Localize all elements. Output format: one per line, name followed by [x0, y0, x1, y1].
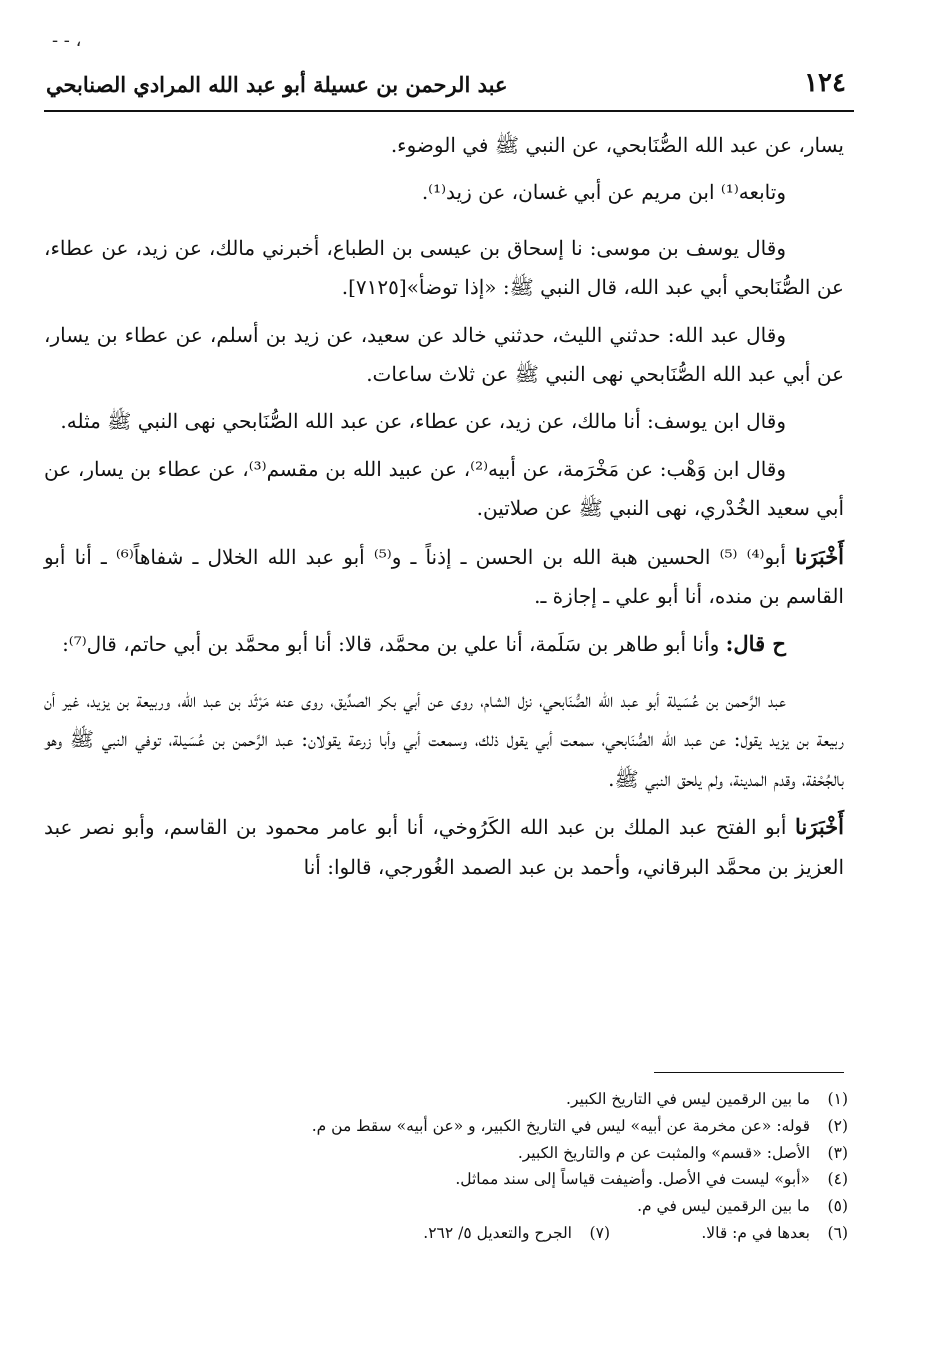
akhbarana-lead: أَخْبَرَنا — [795, 543, 845, 569]
footnote-number: (٢) — [827, 1116, 848, 1135]
footnote-text: ما بين الرقمين ليس في التاريخ الكبير. — [566, 1090, 810, 1108]
main-text — [44, 126, 844, 895]
footnote-4 — [78, 1166, 848, 1193]
footnote-text: بعدها في م: قالا. — [701, 1223, 810, 1242]
paragraph-10-text: أبو الفتح عبد الملك بن عبد الله الكَرُوخي، أنا أبو عامر محمود بن القاسم، وأبو نصر عبد العزيز بن محمَّد البرقاني، وأحمد بن عبد الصمد الغُورجي، قالوا: أنا — [44, 815, 844, 879]
footnote-number: (٤) — [827, 1170, 848, 1189]
footnote-6-7 — [78, 1220, 848, 1247]
footnote-text: ما بين الرقمين ليس في م. — [637, 1197, 810, 1216]
footnote-divider — [654, 1072, 844, 1073]
paragraph-2: وتابعه⁽¹⁾ ابن مريم عن أبي غسان، عن زيد⁽¹⁾. — [421, 180, 786, 205]
footnote-1 — [78, 1086, 848, 1113]
paragraph-8-text: وأنا أبو طاهر بن سَلَمة، أنا علي بن محمَّد، قالا: أنا أبو محمَّد بن أبي حاتم، قال⁽⁷⁾: — [62, 632, 720, 657]
paragraph-7 — [44, 537, 844, 617]
paragraph-6: وقال ابن وَهْب: عن مَخْرَمة، عن أبيه⁽²⁾، عن عبيد الله بن مقسم⁽³⁾، عن عطاء بن يسار، عن أبي سعيد الخُدْري، نهى النبي ﷺ عن صلاتين. — [44, 456, 844, 521]
header-divider — [44, 110, 854, 112]
footnote-number: (١) — [827, 1090, 848, 1108]
footnote-number: (٥) — [827, 1197, 848, 1216]
paragraph-5: وقال ابن يوسف: أنا مالك، عن زيد، عن عطاء، عن عبد الله الصُّنَابحي نهى النبي ﷺ مثله. — [60, 409, 786, 434]
footnote-text: «أبو» ليست في الأصل. وأضيفت قياساً إلى سند مماثل. — [455, 1170, 810, 1189]
running-title: عبد الرحمن بن عسيلة أبو عبد الله المرادي الصنابحي — [46, 72, 508, 97]
ha-qala-lead: ح قال: — [725, 631, 786, 657]
footnote-text: قوله: «عن مخرمة عن أبيه» ليس في التاريخ الكبير، و «عن أبيه» سقط من م. — [311, 1116, 810, 1135]
footnote-3 — [78, 1140, 848, 1167]
page-number: ١٢٤ — [804, 68, 846, 98]
footnote-2 — [78, 1113, 848, 1140]
paragraph-4: وقال عبد الله: حدثني الليث، حدثني خالد عن سعيد، عن زيد بن أسلم، عن عطاء بن يسار، عن أبي عبد الله الصُّنَابحي نهى النبي ﷺ عن ثلاث ساعات. — [44, 322, 844, 387]
footnote-text: الأصل: «قسم» والمثبت عن م والتاريخ الكبير. — [517, 1143, 810, 1162]
paragraph-1: يسار، عن عبد الله الصُّنَابحي، عن النبي ﷺ في الوضوء. — [390, 133, 844, 157]
paragraph-3: وقال يوسف بن موسى: نا إسحاق بن عيسى بن الطباع، أخبرني مالك، عن زيد، عن عطاء، عن الصُّنَابحي أبي عبد الله، قال النبي ﷺ: «إذا توضأ»[٧١٢٥]. — [44, 235, 844, 300]
paragraph-7-text: أبو⁽⁴⁾ ⁽⁵⁾ الحسين هبة الله بن الحسن ـ إذناً ـ و⁽⁵⁾ أبو عبد الله الخلال ـ شفاهاً⁽⁶⁾ ـ أنا أبو القاسم بن منده، أنا أبو علي ـ إجازة ـ. — [44, 544, 844, 609]
footnote-number: (٧) — [589, 1223, 610, 1242]
footnote-number: (٣) — [827, 1143, 848, 1162]
paragraph-8 — [44, 624, 844, 664]
running-header — [44, 66, 854, 110]
footnotes — [78, 1086, 848, 1247]
paragraph-10 — [44, 807, 844, 887]
akhbarana-lead: أَخْبَرَنا — [795, 814, 844, 840]
footnote-number: (٦) — [827, 1223, 848, 1242]
paragraph-9: عبد الرَّحمن بن عُسَيلة أبو عبد الله الصُّنَابحي، نزل الشام، روى عن أبي بكر الصدِّيق، روى عنه مَرْثَد بن عبد الله، وربيعة بن يزيد، غير أن ربيعة بن يزيد يقول: عن عبد الله الصُّنَابحي، سمعت أبي يقول ذلك، وسمعت أبي وأبا زرعة يقولان: عبد الرَّحمن بن عُسَيلة، توفي النبي ﷺ وهو بالجُحْفة، وقدم المدينة، ولم يلحق النبي ﷺ. — [44, 687, 844, 791]
corner-mark: - - ، — [52, 30, 82, 51]
footnote-5 — [78, 1193, 848, 1220]
footnote-text: الجرح والتعديل ٥/ ٢٦٢. — [423, 1223, 572, 1242]
